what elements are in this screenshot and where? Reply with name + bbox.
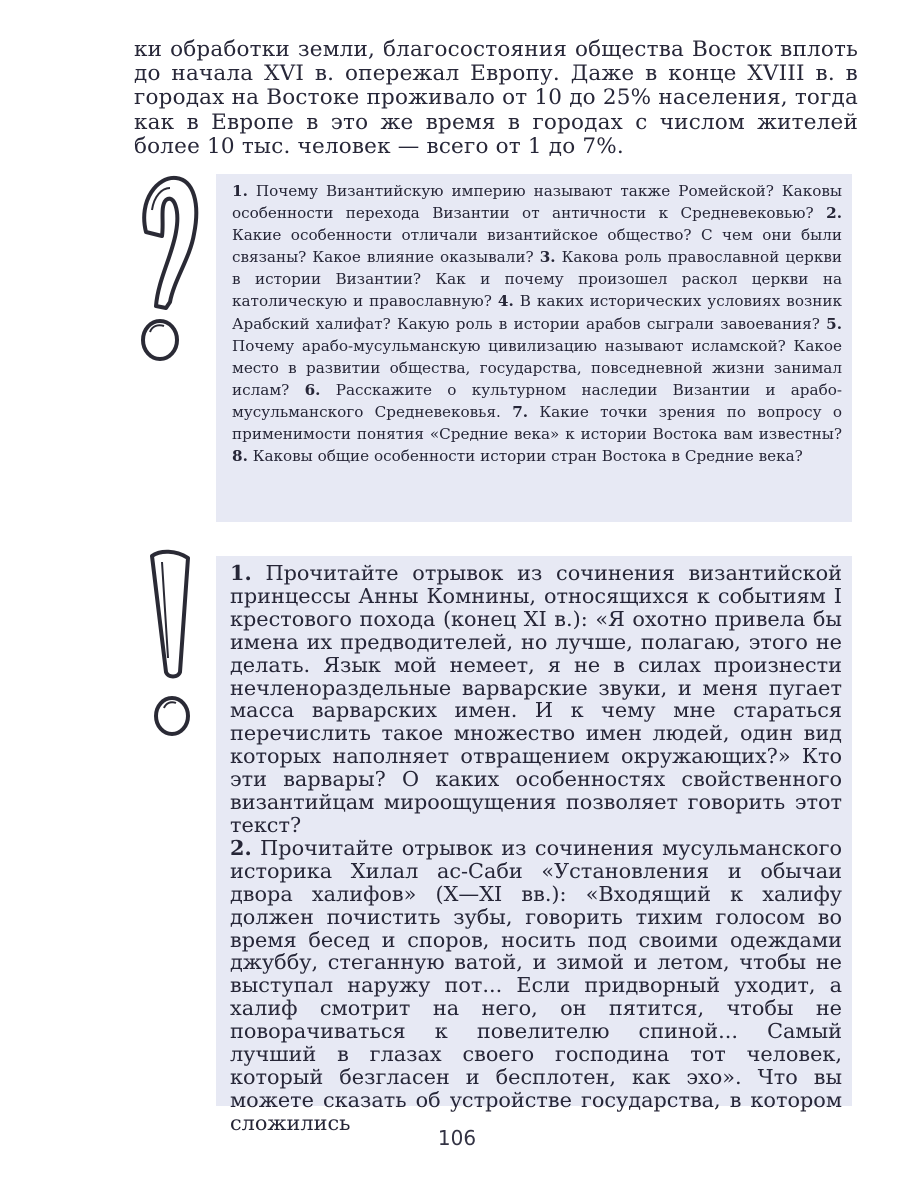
question-item: 6. Расскажите о культурном наследии Византии и арабо-мусульманского Средневековья. [232,380,843,421]
review-questions-box [216,174,852,522]
question-item: 1. Почему Византийскую империю называют также Ромейской? Каковы особенности перехода Византии от античности к Средневековью? [232,182,842,223]
question-mark-icon [136,170,200,380]
question-item: 2. Какие особенности отличали византийское общество? С чем они были связаны? Какое влияние оказывали? [232,204,842,267]
question-item: 8. Каковы общие особенности истории стран Востока в Средние века? [232,447,803,466]
exclamation-mark-icon [146,548,196,748]
question-item: 3. Какова роль православной церкви в истории Византии? Как и почему произошел раскол церкви на католическую и православную? [232,248,843,311]
task-item: 1. Прочитайте отрывок из сочинения византийской принцессы Анны Комнины, относящихся к событиям I крестового похода (конец XI в.): «Я охотно привела бы имена их предводителей, но лучше, полагаю, этого не делать. Язык мой немеет, я не в силах произнести нечленораздельные варварские звуки, и меня пугает масса варварских имен. И к чему мне стараться перечислить такое множество имен людей, один вид которых наполняет отвращением окружающих?» Кто эти варвары? О каких особенностях свойственного византийцам мироощущения позволяет говорить этот текст? [230,560,842,837]
question-item: 7. Какие точки зрения по вопросу о применимости понятия «Средние века» к истории Востока вам известны? [232,402,842,444]
question-item: 5. Почему арабо-мусульманскую цивилизацию называют исламской? Какое место в развитии общества, государства, повседневной жизни занимал ислам? [232,314,842,399]
intro-paragraph: ки обработки земли, благосостояния общества Восток вплоть до начала XVI в. опережал Европу. Даже в конце XVIII в. в городах на Востоке проживало от 10 до 25% населения, тогда как в Европе в это же время в городах с числом жителей более 10 тыс. человек — всего от 1 до 7%. [134,37,858,159]
task-item: 2. Прочитайте отрывок из сочинения мусульманского историка Хилал ас-Саби «Установления и обычаи двора халифов» (X—XI вв.): «Входящий к халифу должен почистить зубы, говорить тихим голосом во время бесед и споров, носить под своими одеждами джуббу, стеганную ватой, и зимой и летом, чтобы не выступал наружу пот... Если придворный уходит, а халиф смотрит на него, он пятится, чтобы не поворачиваться к повелителю спиной... Самый лучший в глазах своего господина тот человек, который безгласен и бесплотен, как эхо». Что вы можете сказать об устройстве государства, в котором сложились [230,834,842,1135]
tasks-box [216,556,852,1135]
page-number: 106 [437,1126,477,1150]
question-item: 4. В каких исторических условиях возник Арабский халифат? Какую роль в истории арабов сыграли завоевания? [232,292,843,333]
